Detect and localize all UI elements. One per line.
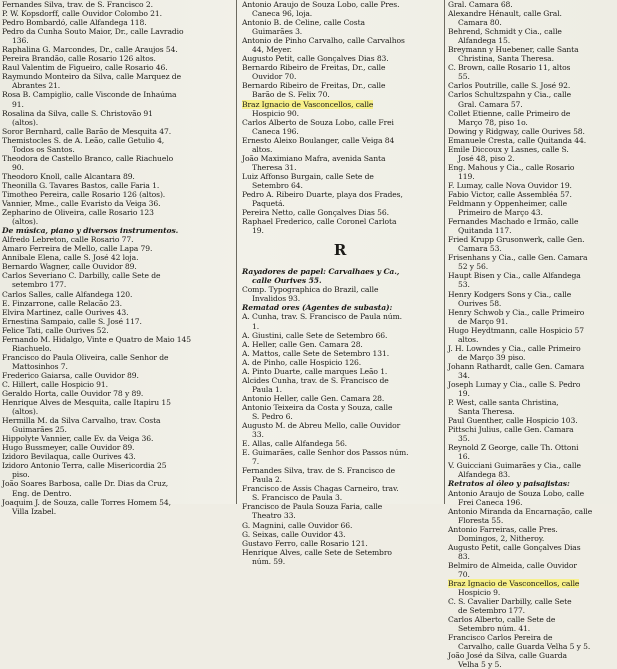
entry-line: (altos). [12, 217, 39, 227]
entry-line: 70. [458, 569, 470, 579]
entry-line: Behrend, Schmidt y Cia., calle [448, 27, 562, 37]
entry-line: Guimarães 3. [252, 27, 303, 37]
entry-line: Comp. Typographica do Brazil, calle [242, 285, 379, 295]
column-divider [444, 0, 445, 504]
entry-line: Gral. Camara 68. [448, 0, 513, 9]
entry-line: Collet Etienne, calle Primeiro de [448, 108, 571, 118]
entry-line: 52 y 56. [458, 262, 489, 272]
entry-line: Alcides Cunha, trav. de S. Francisco de [242, 375, 389, 385]
entry-line: Braz Ignacio de Vasconcellos, calle [448, 579, 580, 588]
entry-line: 53. [458, 280, 470, 290]
entry-line: A. Heller, calle Gen. Camara 28. [242, 339, 363, 349]
entry-line: piso. [12, 470, 30, 480]
entry-line: Hospicio 9. [458, 588, 501, 598]
entry-line: Joaquim J. de Souza, calle Torres Homem 54, [2, 497, 171, 507]
entry-line: Henry Schwob y Cia., calle Primeiro [448, 307, 585, 317]
entry-line: Santa Theresa. [458, 407, 515, 417]
entry-line: Johann Rathardt, calle Gen. Camara [448, 361, 585, 371]
entry-line: Alexandre Hénault, calle Gral. [448, 9, 562, 19]
entry-line: Eng. de Dentro. [12, 488, 72, 498]
entry-line: altos. [458, 334, 479, 344]
entry-line: 91. [12, 99, 24, 109]
entry-line: P. West, calle santa Christina, [448, 398, 559, 408]
entry-line: Antonio de Pinho Carvalho, calle Carvalhos [242, 36, 405, 46]
entry-line: Zepharino de Oliveira, calle Rosario 123 [2, 208, 154, 218]
entry-line: Rayadores de papel: Carvalhaes y Ca., [242, 267, 400, 277]
entry-line: Fernandes Silva, trav. de S. Francisco de [242, 466, 395, 476]
entry-line: Ourives 58. [458, 298, 502, 308]
entry-line: Fernando M. Hidalgo, Vinte e Quatro de Maio 145 [2, 334, 191, 344]
entry-line: Setembro núm. 41. [458, 624, 531, 634]
entry-line: Hospicio 90. [252, 108, 299, 118]
entry-line: Pereira Netto, calle Gonçalves Dias 56. [242, 208, 389, 218]
entry-line: Rosalina da Silva, calle S. Christovão 91 [2, 108, 153, 118]
entry-line: C. S. Cavalier Darbilly, calle Sete [448, 597, 572, 607]
entry-line: de Março 39 piso. [458, 352, 526, 362]
entry-line: Frederico Gaiarsa, calle Ouvidor 89. [2, 370, 139, 380]
entry-line: Emile Diccoux y Lasnes, calle S. [448, 144, 569, 154]
entry-line: Caneca 96, loja. [252, 9, 313, 19]
entry-line: 35. [458, 434, 470, 444]
entry-line: Augusto Petit, calle Gonçalves Dias 83. [242, 54, 389, 64]
entry-line: Carlos Alberto de Souza Lobo, calle Frei [242, 117, 394, 127]
entry-line: Vannier, Mme., calle Evaristo da Veiga 36. [2, 199, 161, 209]
entry-line: José 48, piso 2. [458, 153, 515, 163]
entry-line: Elvira Martinez, calle Ourives 43. [2, 307, 129, 317]
entry-line: Domingos, 2, Nitheroy. [458, 533, 545, 543]
entry-line: Dowing y Ridgway, calle Ourives 58. [448, 126, 585, 136]
entry-line: Henrique Alves, calle Sete de Setembro [242, 547, 392, 557]
entry-line: Henry Kodgers Sons y Cia., calle [448, 289, 572, 299]
entry-line: Geraldo Horta, calle Ouvidor 78 y 89. [2, 389, 144, 399]
entry-line: Carlos Poutrille, calle S. José 92. [448, 81, 571, 91]
entry-line: Timotheo Pereira, calle Rosario 126 (altos). [2, 189, 166, 199]
entry-line: 90. [12, 162, 24, 172]
entry-line: Francisco do Paula Oliveira, calle Senhor de [2, 352, 169, 362]
entry-line: de Setembro 177. [458, 606, 525, 616]
entry-line: Francisco de Assis Chagas Carneiro, trav. [242, 484, 399, 494]
entry-line: E. Finzarrone, calle Relacão 23. [2, 298, 122, 308]
entry-line: Carvalho, calle Guarda Velha 5 y 5. [458, 642, 591, 652]
entry-line: Antonio Araujo de Souza Lobo, calle Pres. [242, 0, 400, 9]
entry-line: Março 78, piso 1o. [458, 117, 528, 127]
entry-line: Alfredo Lebreton, calle Rosario 77. [2, 235, 134, 245]
entry-line: Ernesto Aleixo Boulanger, calle Veiga 84 [242, 135, 395, 145]
entry-line: Francisco Carlos Pereira de [448, 633, 553, 643]
entry-line: 34. [458, 370, 470, 380]
entry-line: Bernardo Wagner, calle Ouvidor 89. [2, 262, 137, 272]
entry-line: Raymundo Monteiro da Silva, calle Marquez de [2, 72, 181, 82]
entry-line: Fernandes Machado e Irmão, calle [448, 217, 579, 227]
entry-line: Quitanda 117. [458, 226, 512, 236]
entry-line: João Maximiano Mafra, avenida Santa [242, 153, 386, 163]
entry-line: Pedro A. Ribeiro Duarte, playa dos Frades, [242, 189, 403, 199]
entry-line: setembro 177. [12, 280, 67, 290]
entry-line: Carlos Alberto, calle Sete de [448, 615, 556, 625]
entry-line: Paula 1. [252, 384, 283, 394]
entry-line: Floresta 55. [458, 515, 504, 525]
entry-line: (altos). [12, 117, 39, 127]
entry-line: Antonio Farreiras, calle Pres. [448, 524, 558, 534]
entry-line: Alfandega 83. [458, 470, 511, 480]
entry-line: 119. [458, 171, 475, 181]
column-left [2, 0, 224, 516]
entry-line: Rosa B. Campiglio, calle Visconde de Inhaúma [2, 90, 177, 100]
entry-line: 83. [458, 551, 470, 561]
entry-line: Raul Valentim de Figueiro, calle Rosario 46. [2, 63, 168, 73]
entry-line: Barão de S. Felix 70. [252, 90, 330, 100]
column-middle [242, 0, 438, 566]
entry-line: Antonio Teixeira da Costa y Souza, calle [242, 402, 393, 412]
entry-line: A. de Pinho, calle Hospicio 126. [242, 357, 362, 367]
entry-line: Bernardo Ribeiro de Freitas, Dr., calle [242, 63, 386, 73]
entry-line: Amaro Ferreira de Mello, calle Lapa 79. [2, 244, 153, 254]
entry-line: Hugo Bussmeyer, calle Ouvidor 89. [2, 443, 135, 453]
entry-line: Luiz Affonso Burgain, calle Sete de [242, 171, 374, 181]
entry-line: Theodora de Castello Branco, calle Riachuelo [2, 153, 174, 163]
entry-line: João Soares Barbosa, calle Dr. Dias da Cruz, [2, 479, 169, 489]
entry-line: Themistocles S. de A. Leão, calle Getulio 4, [2, 135, 165, 145]
entry-line: A. Giustini, calle Sete de Setembro 66. [242, 330, 388, 340]
entry-line: C. Hillert, calle Hospicio 91. [2, 379, 108, 389]
entry-line: Pedro da Cunha Souto Maior, Dr., calle Lavradio [2, 27, 184, 37]
entry-line: G. Magnini, calle Ouvidor 66. [242, 520, 353, 530]
entry-line: Reynold Z George, calle Th. Ottoni [448, 443, 579, 453]
entry-line: Paul Guenther, calle Hospicio 103. [448, 416, 578, 426]
entry-line: Antonio Miranda da Encarnação, calle [448, 506, 593, 516]
entry-line: Villa Izabel. [12, 506, 57, 516]
entry-line: F. Lumay, calle Nova Ouvidor 19. [448, 180, 572, 190]
entry-line: 1. [252, 321, 260, 331]
entry-line: Ouvidor 70. [252, 72, 297, 82]
entry-line: Fernandes Silva, trav. de S. Francisco 2. [2, 0, 153, 9]
entry-line: altos. [252, 144, 273, 154]
entry-line: de Março 91. [458, 316, 508, 326]
entry-line: Frisenhans y Cia., calle Gen. Camara [448, 253, 588, 263]
entry-line: calle Ourives 55. [252, 276, 322, 286]
entry-line: A. Pinto Duarte, calle marques Leão 1. [242, 366, 388, 376]
entry-line: Carlos Salles, calle Alfandega 120. [2, 289, 133, 299]
entry-line: Rematad ores (Agentes de subasta): [242, 303, 393, 313]
entry-line: Hugo Heydtmann, calle Hospicio 57 [448, 325, 584, 335]
entry-line: Gral. Camara 57. [458, 99, 523, 109]
entry-line: Abrantes 21. [12, 81, 61, 91]
entry-line: Izidoro Bevilaqua, calle Ourives 43. [2, 452, 136, 462]
entry-line: Theresa 31. [252, 162, 297, 172]
entry-line: Carlos Severiano C. Darbilly, calle Sete de [2, 271, 161, 281]
entry-line: 19. [458, 389, 470, 399]
entry-line: P. W. Kopsdorff, calle Ouvidor Colombo 21. [2, 9, 162, 19]
entry-line: Frei Caneca 196. [458, 497, 523, 507]
entry-line: Guimarães 25. [12, 425, 67, 435]
entry-line: Gustavo Ferro, calle Rosario 121. [242, 538, 368, 548]
entry-line: Annibale Elena, calle S. José 42 loja. [2, 253, 139, 263]
entry-line: E. Guimarães, calle Senhor dos Passos núm. [242, 448, 409, 458]
entry-line: J. H. Lowndes y Cia., calle Primeiro [448, 343, 581, 353]
entry-line: A. Mattos, calle Sete de Setembro 131. [242, 348, 390, 358]
entry-line: C. Brown, calle Rosario 11, altos [448, 63, 571, 73]
entry-line: (altos). [12, 407, 39, 417]
entry-line: S. Francisco de Paula 3. [252, 493, 343, 503]
entry-line: 16. [458, 452, 470, 462]
entry-line: Paula 2. [252, 475, 283, 485]
entry-line: Velha 5 y 5. [458, 660, 502, 669]
entry-line: Felice Tati, calle Ourives 52. [2, 325, 109, 335]
entry-line: V. Guicciani Guimarães y Cia., calle [448, 461, 581, 471]
entry-line: Feldmann y Oppenheimer, calle [448, 199, 567, 209]
entry-line: 19. [252, 226, 264, 236]
entry-line: Francisco de Paula Souza Faria, calle [242, 502, 383, 512]
entry-line: Pereira Brandão, calle Rosario 126 altos. [2, 54, 156, 64]
entry-line: Alfandega 15. [458, 36, 511, 46]
entry-line: Izidoro Antonio Terra, calle Misericordia 25 [2, 461, 167, 471]
entry-line: Augusto M. de Abreu Mello, calle Ouvidor [242, 421, 401, 431]
entry-line: Fried Krupp Grusonwerk, calle Gen. [448, 235, 585, 245]
entry-line: Caneca 196. [252, 126, 299, 136]
entry-line: Camara 80. [458, 18, 502, 28]
entry-line: Emanuele Cresta, calle Quitanda 44. [448, 135, 587, 145]
entry-line: Theatro 33. [252, 511, 296, 521]
entry-line: S. Pedro 6. [252, 411, 293, 421]
entry-line: Pedro Bombardó, calle Alfandega 118. [2, 18, 147, 28]
entry-line: Mattosinhos 7. [12, 361, 68, 371]
entry-line: A. Cunha, trav. S. Francisco de Paula núm. [242, 312, 402, 322]
entry-line: 44, Meyer. [252, 45, 292, 55]
entry-line: João José da Silva, calle Guarda [448, 651, 567, 661]
entry-line: Retratos al óleo y paisajistas: [448, 479, 570, 489]
entry-line: 7. [252, 457, 260, 467]
entry-line: Raphael Frederico, calle Coronel Carlota [242, 217, 397, 227]
entry-line: Haupt Bisen y Cia., calle Alfandega [448, 271, 581, 281]
entry-line: Carlos Schultzspahn y Cia., calle [448, 90, 572, 100]
entry-line: Primeiro de Março 43. [458, 208, 543, 218]
entry-line: Eng. Mahous y Cia., calle Rosario [448, 162, 575, 172]
entry-line: Breymann y Huebener, calle Santa [448, 45, 579, 55]
entry-line: Ernestina Sampaio, calle S. José 117. [2, 316, 142, 326]
entry-line: 136. [12, 36, 29, 46]
entry-line: Joseph Lumay y Cia., calle S. Pedro [448, 379, 581, 389]
entry-line: De música, piano y diversos instrumentos. [2, 226, 179, 236]
entry-line: Theodoro Knoll, calle Alcantara 89. [2, 171, 135, 181]
entry-line: Invalidos 93. [252, 294, 301, 304]
entry-line: G. Seixas, calle Ouvidor 43. [242, 529, 346, 539]
entry-line: Raphalina G. Marcondes, Dr., calle Araujos 54. [2, 45, 178, 55]
entry-line: Antonio Heller, calle Gen. Camara 28. [242, 393, 385, 403]
entry-line: Fabio Victor, calle Assembléa 57. [448, 189, 572, 199]
entry-line: E. Allas, calle Alfandega 56. [242, 439, 347, 449]
entry-line: Braz Ignacio de Vasconcellos, calle [242, 99, 374, 109]
column-divider [236, 0, 237, 504]
entry-line: 33. [252, 430, 264, 440]
entry-line: Paquetá. [252, 199, 285, 209]
entry-line: Pittschi Julius, calle Gen. Camara [448, 425, 574, 435]
entry-line: Camara 53. [458, 244, 502, 254]
entry-line: 55. [458, 72, 470, 82]
entry-line: Riachuelo. [12, 343, 52, 353]
section-letter: R [333, 241, 347, 260]
entry-line: núm. 59. [252, 556, 286, 566]
entry-line: Henrique Alves de Mesquita, calle Itapiru 15 [2, 398, 171, 408]
entry-line: Theonilla G. Tavares Bastos, calle Faria 1. [2, 180, 160, 190]
entry-line: Antonio Araujo de Souza Lobo, calle [448, 488, 585, 498]
entry-line: Antonio B. de Celine, calle Costa [242, 18, 365, 28]
entry-line: Augusto Petit, calle Gonçalves Dias [448, 542, 581, 552]
entry-line: Belmiro de Almeida, calle Ouvidor [448, 560, 577, 570]
column-right [448, 0, 614, 669]
entry-line: Hermilla M. da Silva Carvalho, trav. Costa [2, 416, 161, 426]
entry-line: Christina, Santa Theresa. [458, 54, 554, 64]
entry-line: Todos os Santos. [12, 144, 75, 154]
entry-line: Hippolyte Vannier, calle Ev. da Veiga 36. [2, 434, 154, 444]
entry-line: Soror Bernhard, calle Barão de Mesquita 47. [2, 126, 172, 136]
entry-line: Setembro 64. [252, 180, 303, 190]
entry-line: Bernardo Ribeiro de Freitas, Dr., calle [242, 81, 386, 91]
